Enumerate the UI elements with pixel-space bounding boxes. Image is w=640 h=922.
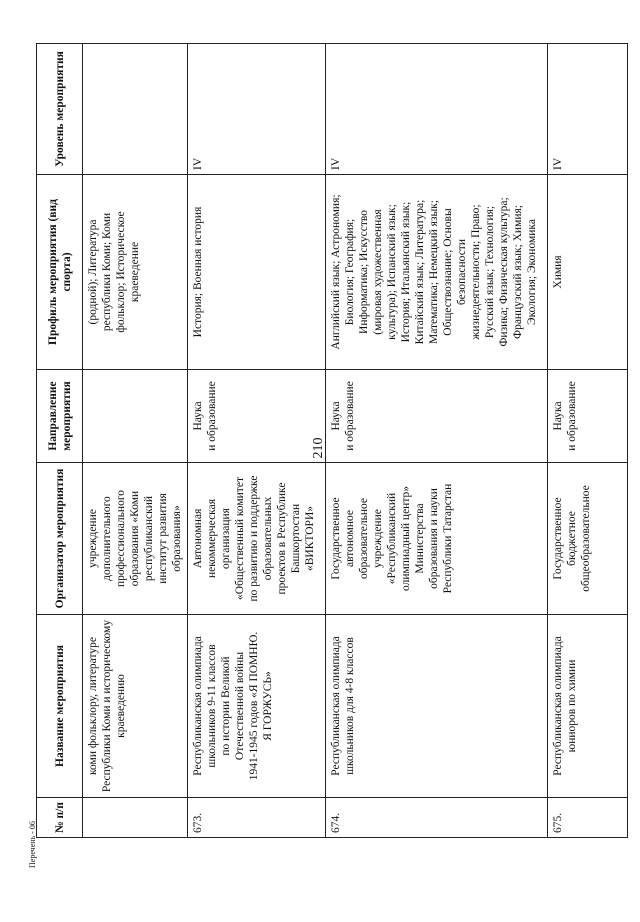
events-table: [36, 43, 628, 838]
cell-num: 673.: [188, 798, 326, 838]
header-name: Название мероприятия: [37, 615, 83, 798]
header-organizer: Организатор мероприятия: [37, 463, 83, 615]
header-profile: Профиль мероприятия (вид спорта): [37, 175, 83, 370]
cell-num: 675.: [548, 798, 628, 838]
cell-name: коми фольклору, литературе Республики Коми и историческому краеведению: [83, 615, 188, 798]
cell-level: IV: [188, 44, 326, 175]
header-level: Уровень мероприятия: [37, 44, 83, 175]
cell-direction: Наука и образование: [548, 370, 628, 463]
table-row: [188, 44, 326, 838]
cell-num: [83, 798, 188, 838]
table-row: [326, 44, 548, 838]
table-row: [548, 44, 628, 838]
cell-level: [83, 44, 188, 175]
cell-direction: Наука и образование: [188, 370, 326, 463]
cell-level: IV: [326, 44, 548, 175]
cell-organizer: учреждение дополнительного профессионального образования «Коми республиканский институт развития образования»: [83, 463, 188, 615]
cell-organizer: Государственное автономное образовательное учреждение «Республиканский олимпиадный центр» Министерства образования и науки Республики Татарстан: [326, 463, 548, 615]
table-row: [83, 44, 188, 838]
table-header-row: [37, 44, 83, 838]
cell-profile: Химия: [548, 175, 628, 370]
cell-direction: [83, 370, 188, 463]
cell-organizer: Государственное бюджетное общеобразовательное: [548, 463, 628, 615]
cell-name: Республиканская олимпиада школьников для 4-8 классов: [326, 615, 548, 798]
page-number: 210: [311, 437, 326, 459]
rotated-table-container: [36, 44, 610, 838]
header-direction: Направление мероприятия: [37, 370, 83, 463]
cell-profile: История; Военная история: [188, 175, 326, 370]
cell-num: 674.: [326, 798, 548, 838]
cell-profile: Английский язык; Астрономия; Биология; География; Информатика; Искусство (мировая художественная культура); Испанский язык; История; Итальянский язык; Китайский язык; Литература; Математика; Немецкий язык; Обществознание; Основы безопасности жизнедеятельности; Право; Русский язык; Технология; Физика; Физическая культура; Французский язык; Химия; Экология; Экономика: [326, 175, 548, 370]
cell-profile: (родной); Литература республики Коми; Коми фольклор; Историческое краеведение: [83, 175, 188, 370]
cell-name: Республиканская олимпиада юниоров по химии: [548, 615, 628, 798]
cell-name: Республиканская олимпиада школьников 9-11 классов по истории Великой Отечественной войны 1941-1945 годов «Я ПОМНЮ. Я ГОРЖУСЬ»: [188, 615, 326, 798]
header-num: № п/п: [37, 798, 83, 838]
cell-level: IV: [548, 44, 628, 175]
cell-organizer: Автономная некоммерческая организация «Общественный комитет по развитию и поддержке образовательных проектов в Республике Башкортостан «ВИКТОРИ»: [188, 463, 326, 615]
cell-direction: Наука и образование: [326, 370, 548, 463]
footer-note: Перечень - 06: [28, 821, 37, 868]
